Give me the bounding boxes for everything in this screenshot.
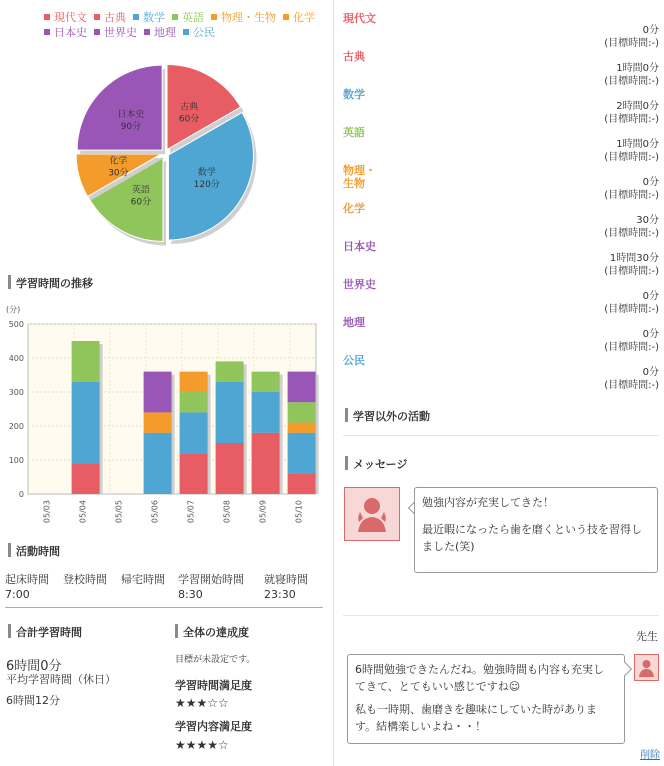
section-title-message: メッセージ <box>345 456 407 472</box>
subject-target: (目標時間:-) <box>604 190 659 201</box>
teacher-message-line: 私も一時期、歯磨きを趣味にしていた時がありま <box>355 703 597 716</box>
bar-chart <box>0 300 330 535</box>
teacher-message-line: てきて、とてもいい感じですね☺ <box>355 680 521 693</box>
teacher-message-line: す。結構楽しいよね・・！ <box>355 720 487 733</box>
bar-segment <box>72 341 100 382</box>
student-message-line: 勉強内容が充実してきた！ <box>422 496 554 509</box>
student-message-line: 最近暇になったら歯を磨くという技を習得し <box>422 523 642 536</box>
x-tick-label: 05/10 <box>294 500 304 524</box>
subject-row <box>343 88 659 126</box>
bar-segment <box>252 372 280 392</box>
legend-label: 古典 <box>104 11 126 24</box>
subject-name-line: 日本史 <box>343 240 376 253</box>
legend-swatch <box>44 14 50 20</box>
pie-chart <box>0 50 300 250</box>
subject-target: (目標時間:-) <box>604 76 659 87</box>
bar-segment <box>288 372 316 403</box>
subject-name-line: 公民 <box>343 354 365 367</box>
subject-target: (目標時間:-) <box>604 152 659 163</box>
legend-item <box>94 10 126 25</box>
bar-segment <box>216 382 244 443</box>
bar-segment <box>180 412 208 453</box>
activity-label: 就寝時間 <box>264 573 308 586</box>
subject-time: 0分 <box>642 177 659 188</box>
delete-link[interactable]: 削除 <box>640 750 660 761</box>
subject-name-line: 化学 <box>343 202 365 215</box>
student-avatar <box>344 487 400 541</box>
pie-slice-name: 古典 <box>180 102 199 113</box>
person-icon <box>635 655 658 680</box>
subject-time: 1時間30分 <box>609 253 659 264</box>
legend-item <box>211 10 276 25</box>
subject-target: (目標時間:-) <box>604 342 659 353</box>
teacher-message-bubble <box>347 654 625 744</box>
subject-row <box>343 278 659 316</box>
student-message-bubble <box>414 487 658 573</box>
subject-time: 30分 <box>636 215 659 226</box>
legend-swatch <box>172 14 178 20</box>
bar-segment <box>144 433 172 494</box>
section-title-other: 学習以外の活動 <box>345 408 430 424</box>
legend-swatch <box>144 29 150 35</box>
legend-swatch <box>133 14 139 20</box>
subject-row <box>343 240 659 278</box>
section-title-total: 合計学習時間 <box>8 624 82 640</box>
legend-item <box>172 10 204 25</box>
x-tick-label: 05/09 <box>258 500 268 524</box>
activity-study-start <box>178 572 244 602</box>
legend-swatch <box>44 29 50 35</box>
pie-slice-label: 90分 <box>120 121 142 132</box>
legend-label: 日本史 <box>54 26 87 39</box>
other-divider <box>343 435 659 436</box>
bar-segment <box>180 372 208 392</box>
subject-name-line: 現代文 <box>343 12 376 25</box>
legend-label: 数学 <box>143 11 165 24</box>
teacher-label: 先生 <box>636 630 658 643</box>
x-tick-label: 05/04 <box>78 500 88 524</box>
subject-name-line: 生物 <box>343 177 365 190</box>
subject-name <box>343 12 376 25</box>
pie-slice-name: 日本史 <box>117 109 145 120</box>
activity-school <box>63 572 107 587</box>
subject-time: 0分 <box>642 291 659 302</box>
legend-item <box>144 25 176 40</box>
bar-segment <box>144 412 172 432</box>
legend-label: 地理 <box>154 26 176 39</box>
y-tick-label: 300 <box>8 388 24 397</box>
legend-label: 化学 <box>293 11 315 24</box>
person-icon <box>345 488 399 540</box>
achievement-note: 目標が未設定です。 <box>175 655 256 665</box>
legend-label: 英語 <box>182 11 204 24</box>
legend-swatch <box>183 29 189 35</box>
legend-swatch <box>94 14 100 20</box>
subject-target: (目標時間:-) <box>604 380 659 391</box>
activity-value: 7:00 <box>5 588 30 601</box>
subject-time: 0分 <box>642 367 659 378</box>
pie-slice-name: 化学 <box>109 156 128 167</box>
legend-label: 世界史 <box>104 26 137 39</box>
subject-target: (目標時間:-) <box>604 266 659 277</box>
subject-name <box>343 202 365 215</box>
y-axis-label: (分) <box>6 305 21 314</box>
bar-segment <box>288 402 316 422</box>
subject-name-line: 数学 <box>343 88 365 101</box>
activity-sleep <box>264 572 308 602</box>
time-satisfaction-stars: ★★★☆☆ <box>175 696 229 710</box>
bar-segment <box>288 433 316 474</box>
x-tick-label: 05/05 <box>114 500 124 524</box>
content-satisfaction-label: 学習内容満足度 <box>175 720 252 733</box>
legend-item <box>133 10 165 25</box>
subject-name <box>343 278 376 291</box>
subject-name <box>343 50 365 63</box>
subject-row <box>343 164 659 202</box>
subject-row <box>343 202 659 240</box>
subject-name-line: 地理 <box>343 316 365 329</box>
activity-value: 23:30 <box>264 588 296 601</box>
legend-item <box>44 10 87 25</box>
subject-name-line: 英語 <box>343 126 365 139</box>
legend-swatch <box>211 14 217 20</box>
legend-swatch <box>94 29 100 35</box>
y-tick-label: 400 <box>8 354 24 363</box>
x-tick-label: 05/07 <box>186 500 196 524</box>
pie-slice-label: 30分 <box>108 168 129 179</box>
y-tick-label: 100 <box>8 456 24 465</box>
subject-row <box>343 316 659 354</box>
total-study-time: 6時間0分 <box>6 659 62 674</box>
activity-label: 帰宅時間 <box>121 573 165 586</box>
avg-study-label: 平均学習時間（休日） <box>6 673 116 686</box>
pie-slice-name: 数学 <box>197 168 216 179</box>
message-divider <box>343 615 659 616</box>
bar-segment <box>144 372 172 413</box>
activity-value: 8:30 <box>178 588 203 601</box>
teacher-message-line: 6時間勉強できたんだね。勉強時間も内容も充実し <box>355 663 604 676</box>
pie-legend <box>44 10 324 40</box>
activity-label: 起床時間 <box>5 573 49 586</box>
activity-wake <box>5 572 49 602</box>
subject-target: (目標時間:-) <box>604 304 659 315</box>
legend-item <box>94 25 137 40</box>
subject-row <box>343 126 659 164</box>
subject-time: 1時間0分 <box>616 63 659 74</box>
subject-row <box>343 50 659 88</box>
y-tick-label: 500 <box>8 320 24 329</box>
legend-swatch <box>283 14 289 20</box>
x-tick-label: 05/08 <box>222 500 232 524</box>
subject-target: (目標時間:-) <box>604 38 659 49</box>
bar-segment <box>216 361 244 381</box>
bar-segment <box>252 433 280 494</box>
activity-home <box>121 572 165 587</box>
y-tick-label: 200 <box>8 422 24 431</box>
content-satisfaction-stars: ★★★★☆ <box>175 738 229 752</box>
subject-target: (目標時間:-) <box>604 114 659 125</box>
subject-row <box>343 354 659 392</box>
activity-label: 登校時間 <box>63 573 107 586</box>
x-tick-label: 05/03 <box>42 500 52 524</box>
subject-name-line: 世界史 <box>343 278 376 291</box>
bar-segment <box>72 382 100 464</box>
pie-slice <box>77 65 162 150</box>
pie-slice-label: 60分 <box>178 114 200 125</box>
subject-name <box>343 126 365 139</box>
activity-label: 学習開始時間 <box>178 573 244 586</box>
subject-name <box>343 354 365 367</box>
pie-slice-label: 120分 <box>193 180 220 191</box>
x-tick-label: 05/06 <box>150 500 160 524</box>
pie-slice-label: 60分 <box>130 197 152 208</box>
y-tick-label: 0 <box>18 490 24 499</box>
subject-time: 0分 <box>642 25 659 36</box>
subject-name <box>343 240 376 253</box>
legend-item <box>283 10 315 25</box>
legend-label: 現代文 <box>54 11 87 24</box>
legend-item <box>44 25 87 40</box>
section-title-activity: 活動時間 <box>8 543 60 559</box>
subject-name <box>343 88 365 101</box>
bar-segment <box>288 423 316 433</box>
bar-segment <box>252 392 280 433</box>
subject-name-line: 物理・ <box>343 164 376 177</box>
bar-segment <box>288 474 316 494</box>
activity-divider <box>5 607 323 608</box>
legend-label: 公民 <box>193 26 215 39</box>
subject-time: 2時間0分 <box>616 101 659 112</box>
bar-segment <box>180 392 208 412</box>
subject-time: 0分 <box>642 329 659 340</box>
bar-segment <box>216 443 244 494</box>
bar-segment <box>180 453 208 494</box>
section-title-trend: 学習時間の推移 <box>8 275 93 291</box>
teacher-avatar <box>634 654 659 681</box>
subject-row <box>343 12 659 50</box>
subject-time: 1時間0分 <box>616 139 659 150</box>
subject-name <box>343 316 365 329</box>
subject-name <box>343 164 376 190</box>
subject-target: (目標時間:-) <box>604 228 659 239</box>
student-message-line: ました(笑) <box>422 540 475 553</box>
legend-label: 物理・生物 <box>221 11 276 24</box>
time-satisfaction-label: 学習時間満足度 <box>175 679 252 692</box>
section-title-achievement: 全体の達成度 <box>175 624 249 640</box>
column-divider <box>333 0 334 766</box>
bar-segment <box>72 463 100 494</box>
subject-name-line: 古典 <box>343 50 365 63</box>
avg-study-value: 6時間12分 <box>6 694 60 707</box>
pie-slice-name: 英語 <box>131 185 150 196</box>
legend-item <box>183 25 215 40</box>
